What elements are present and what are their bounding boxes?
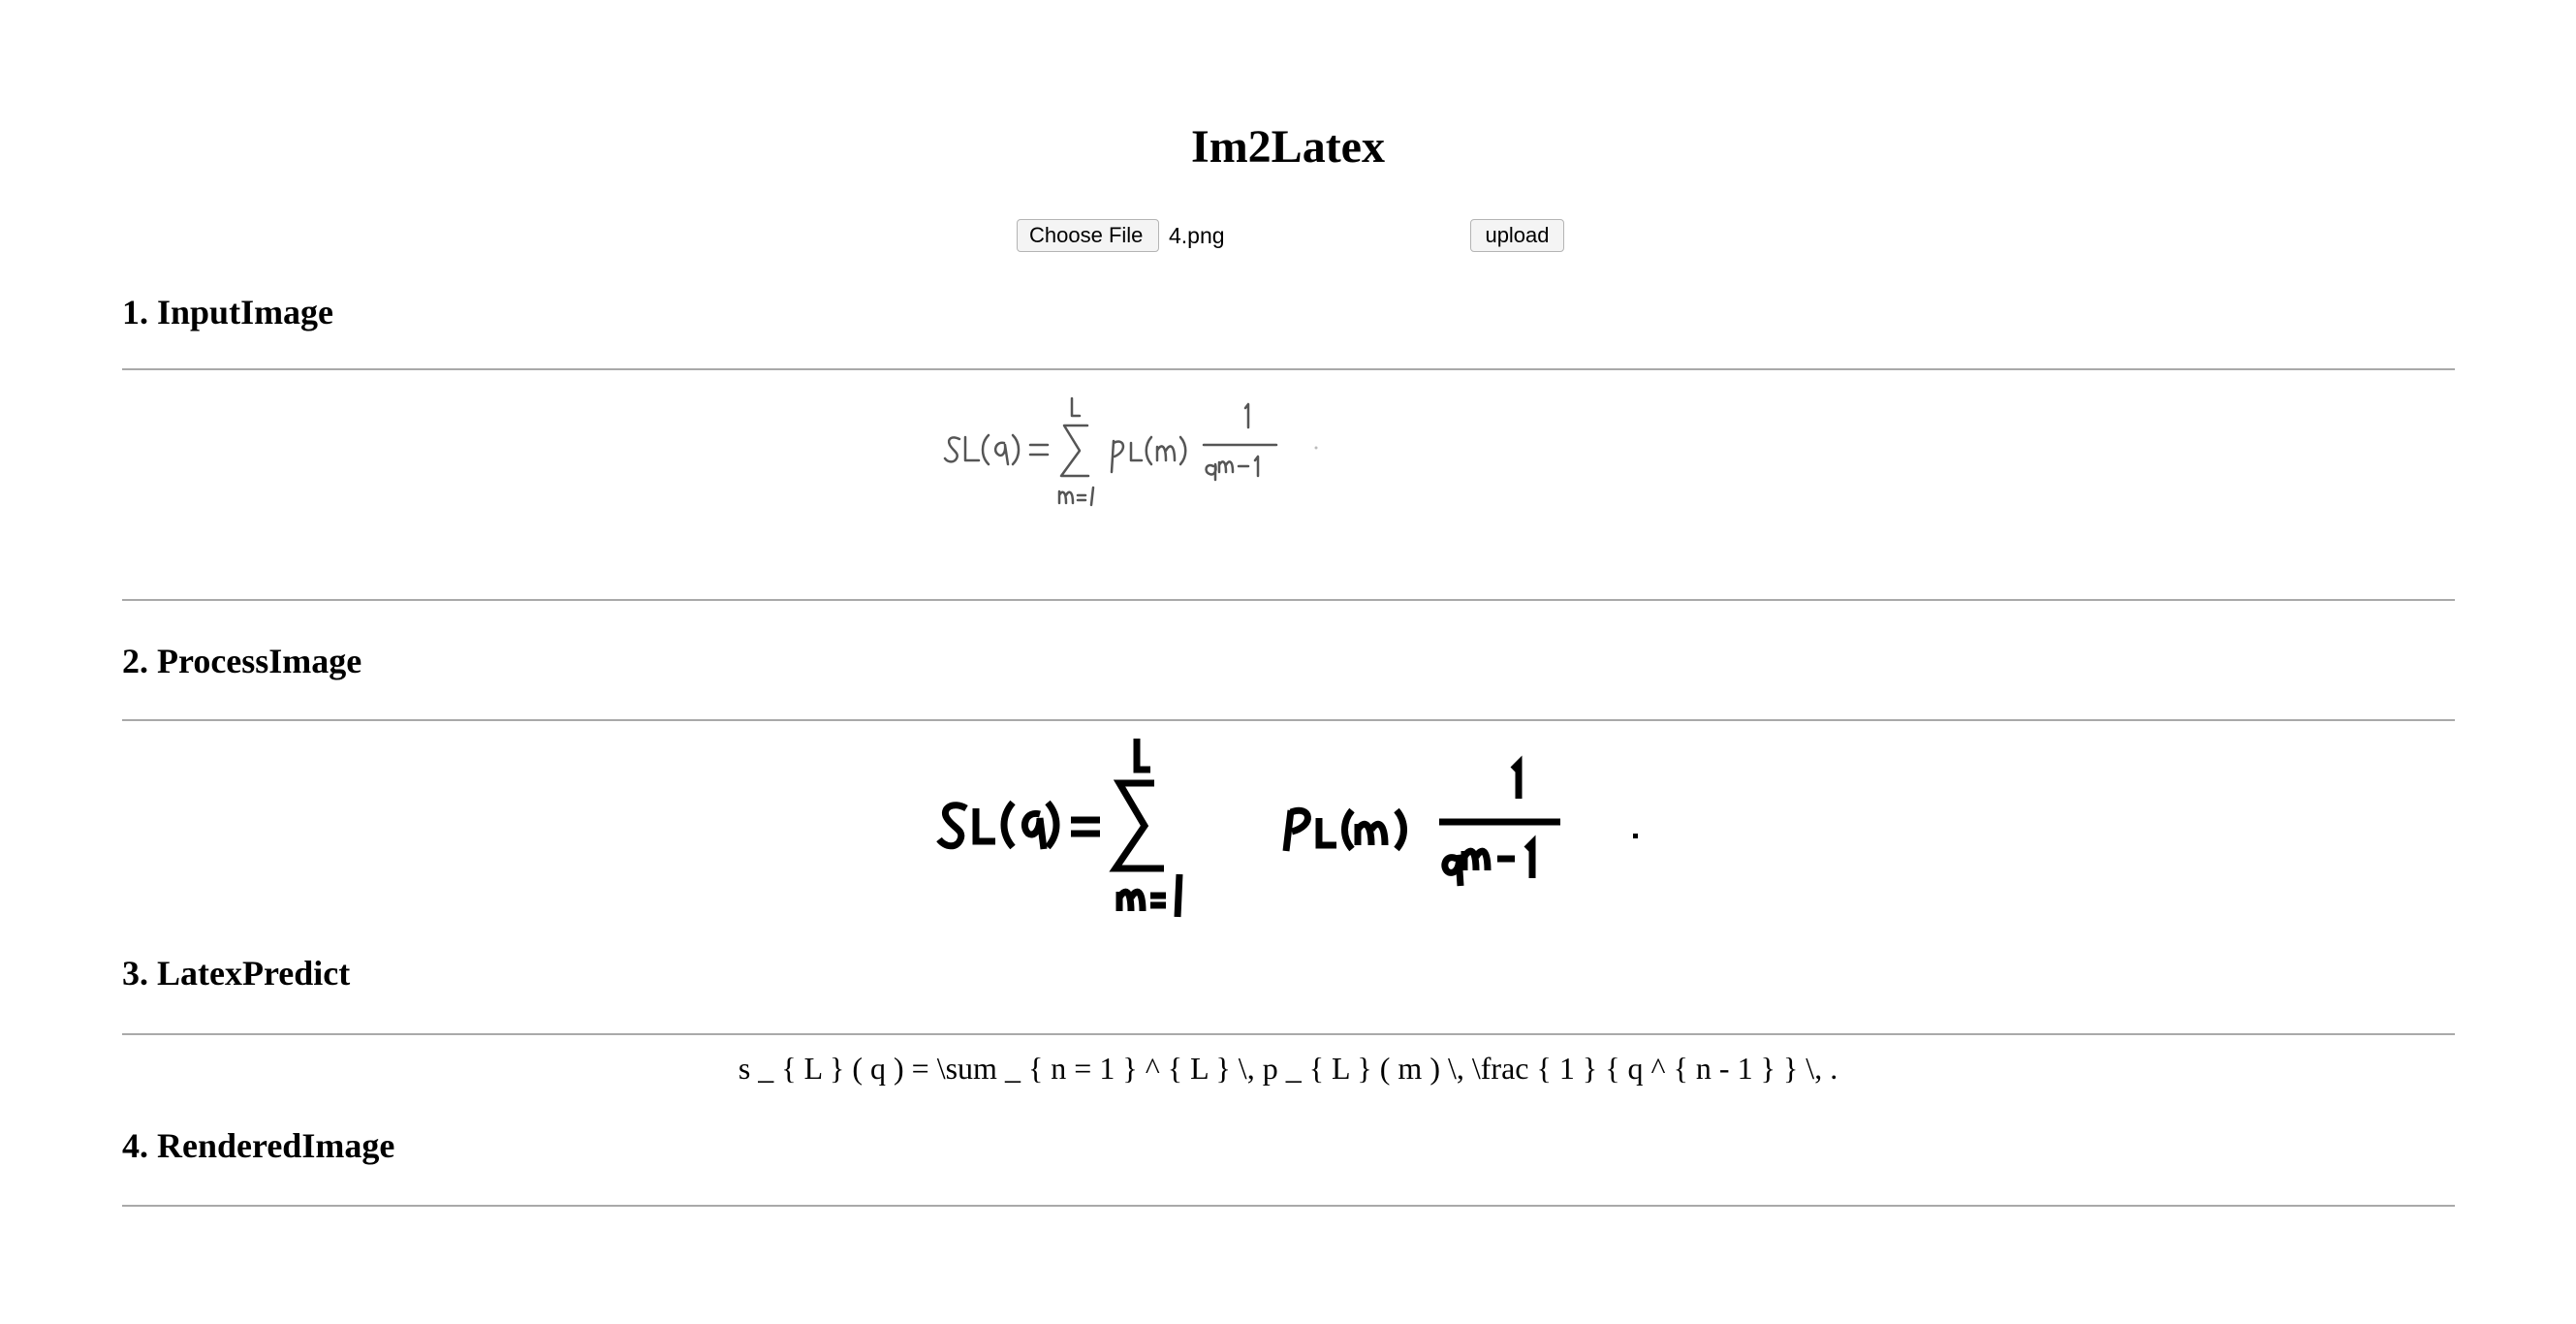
- section-heading-process-image: 2. ProcessImage: [122, 642, 362, 680]
- input-image: [930, 383, 1396, 523]
- upload-form: [1017, 219, 1567, 254]
- divider: [122, 599, 2455, 601]
- choose-file-button[interactable]: Choose File: [1017, 219, 1159, 252]
- divider: [122, 1205, 2455, 1207]
- section-heading-rendered-image: 4. RenderedImage: [122, 1126, 395, 1165]
- section-heading-latex-predict: 3. LatexPredict: [122, 954, 351, 993]
- latex-prediction-text: s _ { L } ( q ) = \sum _ { n = 1 } ^ { L } \, p _ { L } ( m ) \, \frac { 1 } { q ^ { n - 1 } } \, .: [738, 1051, 1838, 1086]
- selected-file-name: 4.png: [1169, 223, 1225, 248]
- upload-button[interactable]: upload: [1470, 219, 1564, 252]
- section-heading-input-image: 1. InputImage: [122, 293, 334, 331]
- divider: [122, 719, 2455, 721]
- divider: [122, 368, 2455, 370]
- processed-image: [926, 729, 1672, 928]
- divider: [122, 1033, 2455, 1035]
- page-title: Im2Latex: [1191, 121, 1385, 173]
